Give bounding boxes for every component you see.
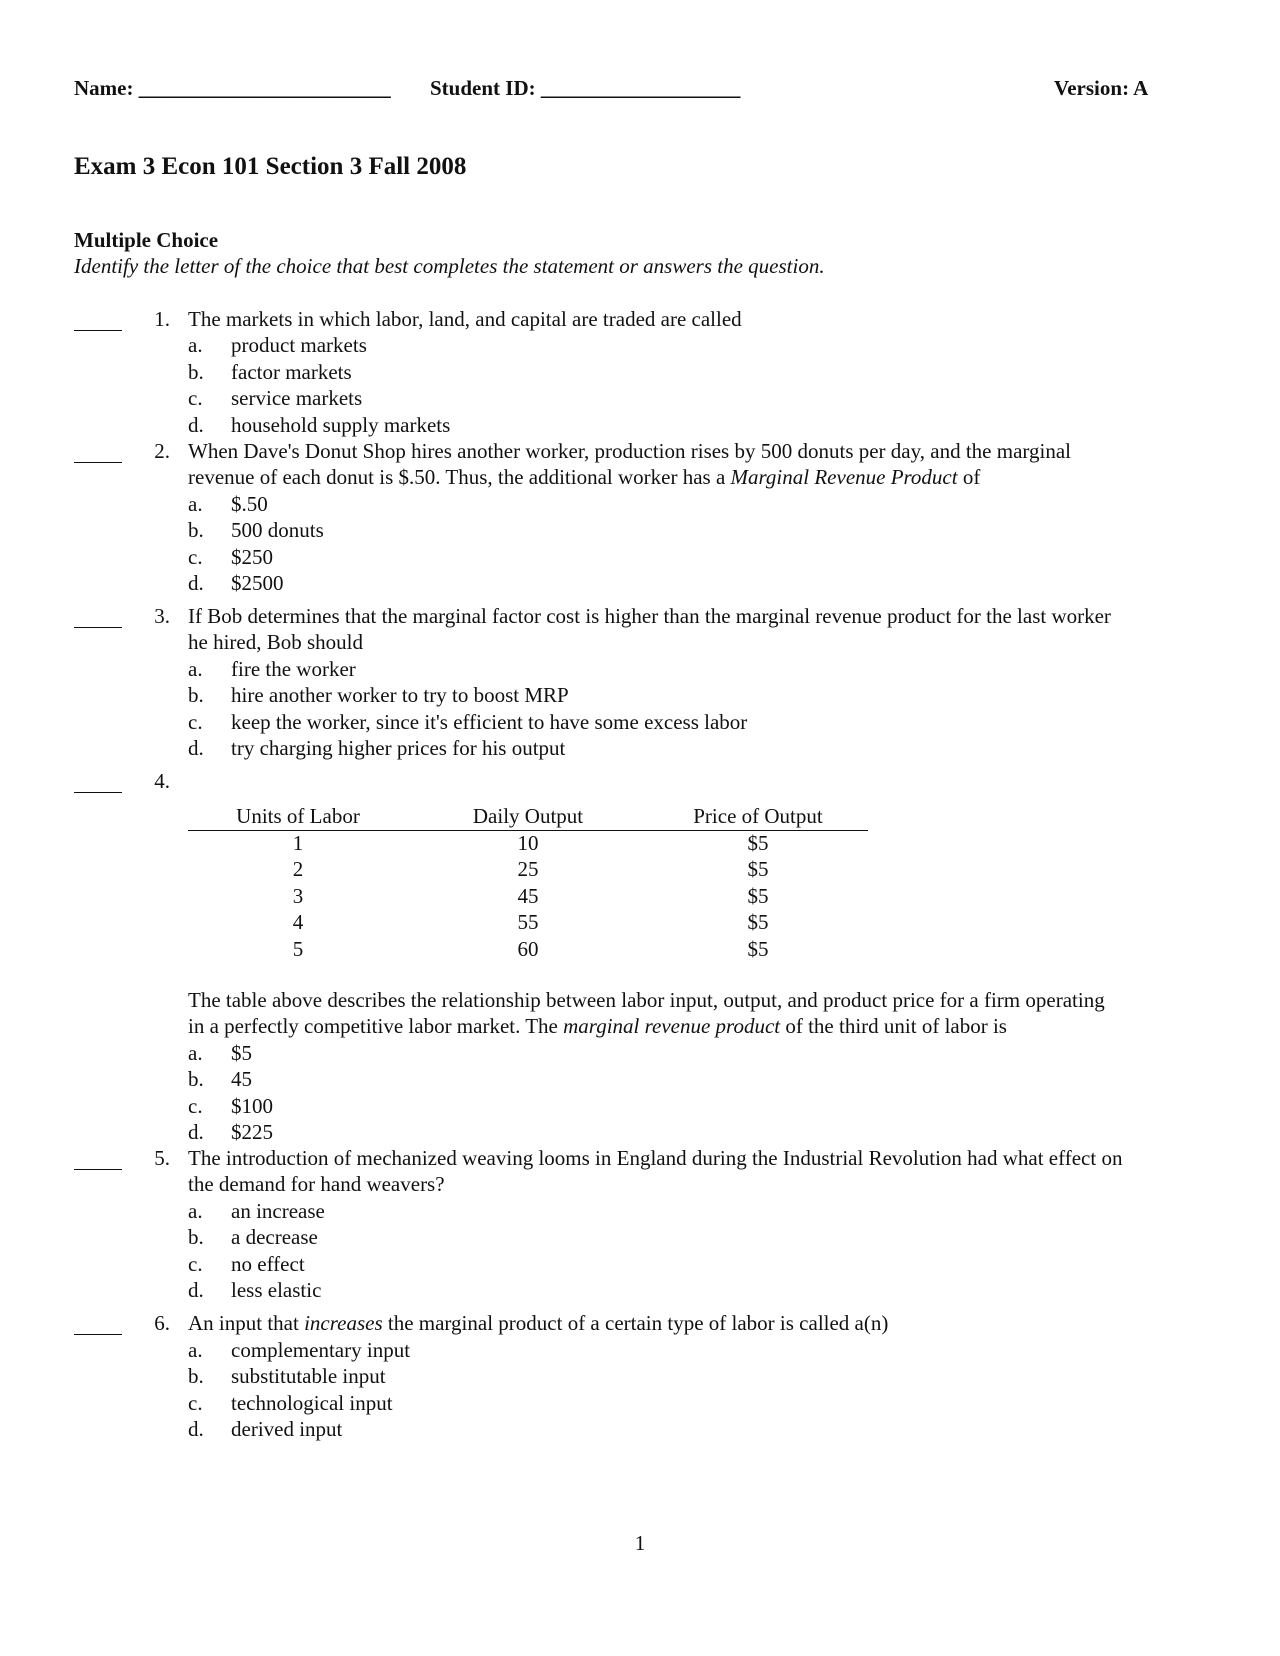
- choice-d: d. try charging higher prices for his output: [188, 736, 566, 760]
- question-stem-line-2: in a perfectly competitive labor market. The marginal revenue product of the third unit of labor is: [188, 1014, 1007, 1038]
- question-number: 2.: [154, 439, 170, 463]
- name-field-label: Name: ________________________: [74, 76, 391, 100]
- choice-d: d. $2500: [188, 571, 284, 595]
- choice-c: c. $250: [188, 545, 273, 569]
- question-number: 5.: [154, 1146, 170, 1170]
- choice-b: b. a decrease: [188, 1225, 318, 1249]
- choice-b: b. factor markets: [188, 360, 352, 384]
- choice-a: a. fire the worker: [188, 657, 356, 681]
- question-stem-line-2: the demand for hand weavers?: [188, 1172, 445, 1196]
- student-id-field-label: Student ID: ___________________: [430, 76, 741, 100]
- question-number: 6.: [154, 1311, 170, 1335]
- section-heading: Multiple Choice: [74, 228, 219, 252]
- table-header-units-of-labor: Units of Labor: [236, 804, 360, 828]
- choice-a: a. complementary input: [188, 1338, 411, 1362]
- question-stem: The markets in which labor, land, and capital are traded are called: [188, 307, 742, 331]
- question-number: 3.: [154, 604, 170, 628]
- question-stem-line-1: If Bob determines that the marginal factor cost is higher than the marginal revenue product for the last worker: [188, 604, 1111, 628]
- choice-b: b. substitutable input: [188, 1364, 386, 1388]
- choice-b: b. 500 donuts: [188, 518, 324, 542]
- section-instructions: Identify the letter of the choice that best completes the statement or answers the question.: [74, 254, 825, 278]
- choice-c: c. service markets: [188, 386, 363, 410]
- choice-b: b. hire another worker to try to boost MRP: [188, 683, 569, 707]
- question-number: 4.: [154, 769, 170, 793]
- choice-d: d. $225: [188, 1120, 273, 1144]
- choice-a: a. $.50: [188, 492, 268, 516]
- question-stem-line-2: revenue of each donut is $.50. Thus, the additional worker has a Marginal Revenue Product of: [188, 465, 981, 489]
- choice-a: a. product markets: [188, 333, 367, 357]
- choice-d: d. household supply markets: [188, 413, 451, 437]
- question-stem-line-1: The introduction of mechanized weaving looms in England during the Industrial Revolution had what effect on: [188, 1146, 1123, 1170]
- question-stem-line-1: The table above describes the relationship between labor input, output, and product price for a firm operating: [188, 988, 1105, 1012]
- version-label: Version: A: [1054, 76, 1149, 100]
- choice-c: c. technological input: [188, 1391, 393, 1415]
- choice-c: c. no effect: [188, 1252, 305, 1276]
- choice-d: d. derived input: [188, 1417, 343, 1441]
- table-header-daily-output: Daily Output: [472, 804, 584, 828]
- choice-a: a. $5: [188, 1041, 252, 1065]
- choice-b: b. 45: [188, 1067, 252, 1091]
- table-header-price-of-output: Price of Output: [693, 804, 823, 828]
- choice-d: d. less elastic: [188, 1278, 322, 1302]
- question-stem-line-2: he hired, Bob should: [188, 630, 363, 654]
- question-number: 1.: [154, 307, 170, 331]
- question-stem-line-1: When Dave's Donut Shop hires another worker, production rises by 500 donuts per day, and the marginal: [188, 439, 1071, 463]
- question-stem: An input that increases the marginal product of a certain type of labor is called a(n): [188, 1311, 889, 1335]
- choice-c: c. keep the worker, since it's efficient to have some excess labor: [188, 710, 748, 734]
- choice-a: a. an increase: [188, 1199, 325, 1223]
- page-title: Exam 3 Econ 101 Section 3 Fall 2008: [74, 153, 467, 180]
- choice-c: c. $100: [188, 1094, 273, 1118]
- page-number: 1: [634, 1531, 646, 1555]
